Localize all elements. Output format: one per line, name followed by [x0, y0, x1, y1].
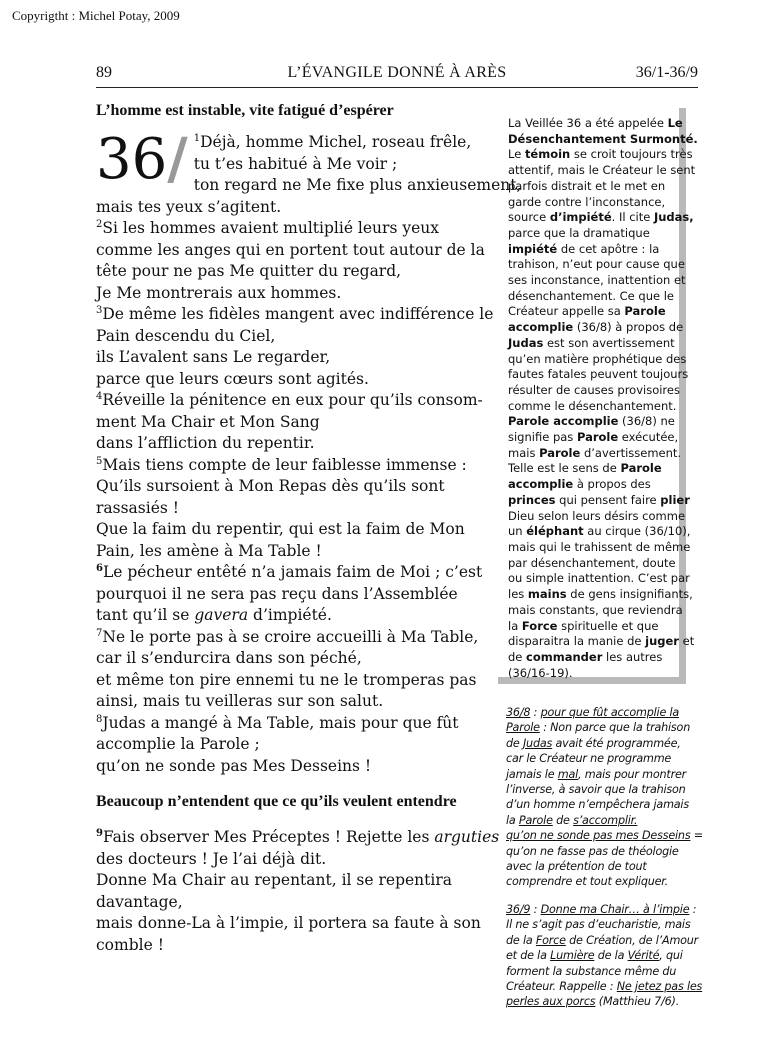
- bold-term: Parole accomplie: [508, 414, 619, 429]
- verse-number: 6: [96, 562, 103, 574]
- text-segment: : Non parce que la trahison: [539, 721, 691, 735]
- bold-term: commander: [526, 649, 603, 664]
- commentary-line: [508, 163, 696, 179]
- text-segment: et de la: [506, 949, 551, 963]
- section-heading: L’homme est instable, vite fatigué d’espérer: [96, 102, 394, 119]
- bold-term: Parole: [576, 430, 619, 445]
- commentary-line: [508, 179, 673, 195]
- text-segment: de cet apôtre : la: [557, 241, 660, 256]
- commentary-line: [508, 445, 682, 462]
- bold-term: témoin: [524, 147, 571, 162]
- text-segment: signifie pas: [508, 430, 577, 445]
- verse-text: De même les fidèles mangent avec indifférence le: [102, 305, 494, 323]
- commentary-line: [508, 131, 698, 148]
- text-segment: de la: [506, 933, 536, 947]
- verse-text: Fais observer Mes Préceptes ! Rejette les: [102, 828, 435, 846]
- text-segment: désenchantement. Ce que le: [508, 288, 674, 303]
- verse-text: d’impiété.: [248, 606, 332, 624]
- verse-text: comme les anges qui en portent tout autour de la: [96, 240, 485, 259]
- text-segment: comme le désenchantement.: [508, 398, 677, 413]
- commentary-line: [508, 414, 673, 430]
- commentary-line: [508, 304, 673, 320]
- text-segment: de Création, de l’Amour: [565, 933, 699, 947]
- text-segment: Parole: [506, 721, 540, 735]
- footnote-line: [506, 813, 704, 828]
- verse-line: [96, 433, 484, 455]
- verse-line: [96, 498, 484, 520]
- text-segment: attentif, mais le Créateur le sent: [508, 163, 696, 178]
- verse-line: [96, 369, 484, 391]
- bold-term: Parole: [620, 461, 662, 476]
- commentary-line: [508, 273, 686, 289]
- text-segment: :: [530, 902, 541, 916]
- commentary-line: [508, 320, 684, 336]
- verse-text: mais donne-La à l’impie, il portera sa faute à son: [96, 914, 481, 932]
- verse-line: [96, 218, 484, 240]
- verse-number: 5: [96, 455, 103, 467]
- text-segment: fautes fatales peuvent toujours: [508, 367, 689, 382]
- page-header: [96, 64, 698, 86]
- bold-term: Force: [521, 618, 558, 633]
- commentary-line: [508, 367, 689, 383]
- bold-term: Parole: [539, 445, 581, 460]
- text-segment: la: [506, 813, 519, 827]
- text-segment: de: [552, 813, 574, 827]
- commentary-line: [508, 461, 673, 477]
- text-segment: parfois distrait et le met en: [508, 178, 666, 193]
- text-segment: Donne ma Chair… à l’impie: [540, 902, 690, 916]
- bold-term: Judas,: [653, 210, 694, 225]
- commentary-line: [508, 555, 676, 572]
- verse-text: Donne Ma Chair au repentant, il se repentira: [96, 871, 452, 889]
- commentary-line: [508, 257, 685, 273]
- verse-line: [96, 827, 500, 849]
- verse-text: davantage,: [96, 892, 183, 911]
- text-segment: perles aux porcs: [506, 995, 596, 1009]
- text-segment: les autres: [602, 649, 663, 664]
- verse-text: accomplie la Parole ;: [96, 735, 260, 753]
- commentary-line: [508, 619, 673, 635]
- verse-text: pourquoi il ne sera pas reçu dans l’Assemblée: [96, 584, 458, 603]
- text-segment: un: [508, 524, 527, 539]
- footnote-line: [506, 964, 704, 979]
- commentary-line: [508, 289, 673, 305]
- text-segment: (36/8) ne: [618, 414, 675, 429]
- footnote-36-8: [506, 705, 704, 890]
- verse-line: [96, 476, 484, 498]
- footnote-line: [506, 828, 704, 843]
- text-segment: mais constants, que reviendra: [508, 602, 683, 617]
- text-segment: Créateur appelle sa: [508, 304, 625, 319]
- commentary-line: [508, 242, 673, 258]
- text-segment: s’accomplir.: [573, 813, 638, 827]
- footnote-36-9: [506, 902, 704, 1010]
- bold-term: plier: [660, 492, 690, 507]
- text-segment: :: [689, 902, 697, 916]
- verse-line: [96, 584, 484, 606]
- book-title: L’ÉVANGILE DONNÉ À ARÈS: [287, 64, 507, 81]
- commentary-box: [498, 108, 698, 684]
- bold-term: Judas: [508, 335, 544, 350]
- commentary-line: [508, 587, 693, 603]
- verse-text: Le pécheur entêté n’a jamais faim de Moi ; c’est: [102, 563, 483, 581]
- commentary-line: [508, 477, 673, 493]
- footnote-line: [506, 979, 704, 994]
- verse-text: Qu’ils sursoient à Mon Repas dès qu’ils sont: [96, 477, 445, 495]
- verse-text: Si les hommes avaient multiplié leurs yeux: [102, 219, 439, 237]
- verse-line: [96, 670, 484, 692]
- commentary-line: [508, 195, 673, 211]
- text-segment: Judas: [522, 736, 553, 750]
- verse-line: [96, 756, 484, 778]
- commentary-line: [508, 602, 683, 619]
- footnote-line: [506, 736, 704, 751]
- text-segment: Telle est le sens de: [508, 461, 621, 476]
- verse-line: [96, 605, 484, 627]
- verse-line: [96, 913, 484, 935]
- bold-term: éléphant: [526, 524, 584, 539]
- text-segment: ses inconstance, inattention et: [508, 273, 686, 288]
- verse-text: Je Me montrerais aux hommes.: [96, 283, 342, 302]
- text-segment: (36/8) à propos de: [573, 320, 684, 335]
- bold-term: d’impiété: [549, 210, 612, 225]
- text-segment: à propos des: [573, 477, 651, 492]
- verse-line: [96, 304, 494, 326]
- text-segment: parce que la dramatique: [508, 225, 650, 240]
- text-segment: Force: [535, 933, 566, 947]
- text-segment: ou simple inattention. C’est par: [508, 571, 690, 586]
- section-heading-2: Beaucoup n’entendent que ce qu’ils veulent entendre: [96, 793, 457, 810]
- footnote-line: [506, 720, 704, 735]
- footnote-line: [506, 994, 704, 1009]
- verse-text: Ne le porte pas à se croire accueilli à Ma Table,: [102, 627, 479, 646]
- text-segment: source: [508, 210, 550, 225]
- verse-number: 3: [96, 304, 103, 316]
- footnote-line: [506, 767, 704, 782]
- bold-term: accomplie: [508, 320, 574, 335]
- footnote-line: [506, 844, 704, 859]
- commentary-line: [508, 492, 690, 509]
- commentary-line: [508, 351, 687, 368]
- verse-text: Mais tiens compte de leur faiblesse immense :: [102, 455, 467, 474]
- bold-term: Le: [667, 116, 683, 130]
- text-segment: au cirque (36/10),: [583, 524, 691, 539]
- verse-number: 7: [96, 627, 103, 639]
- header-rule: [96, 87, 698, 88]
- footnote-line: [506, 948, 704, 963]
- verse-text: tête pour ne pas Me quitter du regard,: [96, 262, 402, 280]
- text-segment: garde contre l’inconstance,: [508, 194, 666, 209]
- text-segment: . Il cite: [611, 210, 654, 225]
- text-segment: qui pensent faire: [555, 492, 661, 507]
- verse-italic-word: arguties: [434, 828, 500, 846]
- verse-number: 8: [96, 713, 103, 725]
- text-segment: qu’on ne fasse pas de théologie: [506, 844, 679, 858]
- chapter-number: 36/: [96, 126, 188, 192]
- text-segment: qu’on ne sonde pas mes Desseins: [506, 829, 691, 843]
- text-segment: Dieu selon leurs désirs comme: [508, 508, 686, 523]
- footnote-line: [506, 859, 704, 874]
- footnote-line: [506, 874, 704, 889]
- verse-range: 36/1-36/9: [635, 64, 698, 81]
- verse-line: [96, 648, 484, 670]
- bold-term: juger: [645, 634, 679, 649]
- footnote-line: [506, 705, 704, 720]
- verse-line: [96, 870, 484, 892]
- commentary-line: [508, 116, 683, 132]
- text-segment: , qui: [659, 949, 683, 963]
- verse-text: des docteurs ! Je l’ai déjà dit.: [96, 849, 327, 868]
- text-segment: Il ne s’agit pas d’eucharistie, mais: [506, 918, 691, 932]
- verse-number: 2: [96, 218, 103, 230]
- verse-line: [96, 326, 484, 348]
- text-segment: avec la prétention de tout: [506, 860, 647, 874]
- verse-line: [96, 455, 484, 477]
- text-segment: par désenchantement, doute: [508, 555, 676, 570]
- text-segment: spirituelle et que: [557, 618, 659, 633]
- text-segment: Parole: [518, 813, 553, 827]
- commentary-line: [508, 571, 690, 587]
- text-segment: La Veillée 36 a été appelée: [508, 116, 668, 130]
- bold-term: impiété: [508, 241, 558, 256]
- commentary-line: [508, 226, 673, 242]
- footnote-line: [506, 797, 704, 812]
- text-segment: (Matthieu 7/6).: [595, 995, 680, 1009]
- commentary-line: [508, 524, 691, 540]
- verse-text: Que la faim du repentir, qui est la faim de Mon: [96, 520, 465, 538]
- commentary-line: [508, 539, 691, 556]
- text-segment: et: [678, 634, 695, 649]
- commentary-line: [508, 634, 695, 650]
- verse-number: 4: [96, 390, 103, 402]
- text-segment: disparaitra la manie de: [508, 634, 646, 649]
- text-segment: =: [690, 829, 703, 843]
- verse-line: [96, 240, 484, 262]
- verse-italic-word: gavera: [194, 606, 249, 624]
- text-segment: est son avertissement: [543, 335, 675, 350]
- copyright-notice: Copyrigtht : Michel Potay, 2009: [12, 8, 180, 23]
- text-segment: 36/9: [506, 902, 531, 916]
- commentary-line: [508, 336, 673, 352]
- text-segment: se croit toujours très: [570, 147, 693, 162]
- text-segment: mal: [557, 767, 579, 781]
- verse-text: et même ton pire ennemi tu ne le tromperas pas: [96, 670, 477, 689]
- footnote-line: [506, 902, 704, 917]
- text-segment: Créateur. Rappelle :: [506, 979, 617, 993]
- text-segment: de: [508, 649, 527, 664]
- text-segment: avait été programmée,: [552, 736, 681, 750]
- verse-line: [96, 935, 484, 957]
- text-segment: Vérité: [627, 949, 660, 963]
- verse-block-2: [96, 827, 500, 956]
- text-segment: résulter de causes provisoires: [508, 382, 680, 397]
- footnotes: [506, 705, 704, 1010]
- text-segment: comprendre et tout expliquer.: [506, 875, 669, 889]
- verse-text: tant qu’il se: [96, 606, 195, 624]
- text-segment: exécutée,: [618, 430, 679, 445]
- text-segment: d’un homme n’empêchera jamais: [506, 798, 689, 812]
- commentary-line: [508, 147, 693, 163]
- verse-number: 9: [96, 827, 103, 839]
- commentary-line: [508, 382, 680, 399]
- verse-line: [96, 541, 484, 563]
- verse-line: [96, 390, 484, 412]
- verse-line: [96, 627, 484, 649]
- bold-term: princes: [508, 492, 556, 507]
- verse-text: mais tes yeux s’agitent.: [96, 197, 282, 216]
- verse-line: [96, 734, 484, 756]
- verse-text: ils L’avalent sans Le regarder,: [96, 348, 331, 366]
- verse-text: ainsi, mais tu veilleras sur son salut.: [96, 692, 384, 710]
- verse-line: [96, 261, 484, 283]
- verse-text: qu’on ne sonde pas Mes Desseins !: [96, 756, 372, 775]
- footnote-line: [506, 917, 704, 932]
- bold-term: Désenchantement Surmonté.: [508, 131, 698, 146]
- text-segment: mais qui le trahissent de même: [508, 539, 691, 554]
- text-segment: car le Créateur ne programme: [506, 752, 672, 766]
- footnote-line: [506, 751, 704, 766]
- verse-line: [96, 849, 484, 871]
- verse-text: comble !: [96, 935, 164, 954]
- text-segment: les: [508, 587, 528, 602]
- text-segment: trahison, n’eut pour cause que: [508, 257, 685, 272]
- commentary-line: [508, 650, 673, 666]
- bold-term: Parole: [624, 304, 666, 319]
- text-segment: (36/16-19).: [508, 665, 573, 680]
- verse-text: Judas a mangé à Ma Table, mais pour que fût: [102, 713, 459, 732]
- bold-term: accomplie: [508, 477, 574, 492]
- verse-line: [96, 691, 484, 713]
- commentary-line: [508, 666, 673, 682]
- bold-term: mains: [527, 587, 567, 602]
- commentary-line: [508, 210, 694, 226]
- verse-text: parce que leurs cœurs sont agités.: [96, 369, 369, 388]
- text-segment: de gens insignifiants,: [566, 587, 693, 602]
- text-segment: Lumière: [550, 949, 595, 963]
- verse-text: Pain, les amène à Ma Table !: [96, 541, 322, 560]
- verse-line: [96, 562, 484, 584]
- verse-text: Pain descendu du Ciel,: [96, 326, 276, 345]
- text-segment: :: [530, 706, 541, 719]
- page-number: 89: [96, 64, 112, 81]
- text-segment: Ne jetez pas les: [616, 979, 703, 993]
- verse-text: dans l’affliction du repentir.: [96, 434, 315, 452]
- verse-line: [96, 283, 484, 305]
- verse-text: Réveille la pénitence en eux pour qu’ils consom-: [102, 391, 483, 409]
- commentary-line: [508, 508, 686, 525]
- verse-number: 1: [193, 132, 201, 144]
- verse-line: [96, 197, 484, 219]
- verse-text: ment Ma Chair et Mon Sang: [96, 412, 320, 431]
- verse-line: [96, 519, 484, 541]
- text-segment: qu’en matière prophétique des: [508, 351, 687, 366]
- verse-line: [96, 412, 484, 434]
- text-segment: 36/8: [506, 706, 531, 719]
- text-segment: de: [506, 736, 523, 750]
- text-segment: forment la substance même du: [506, 964, 677, 978]
- text-segment: mais: [508, 445, 540, 460]
- text-segment: la: [508, 618, 522, 633]
- text-segment: pour que fût accomplie la: [540, 706, 680, 719]
- verse-line: [96, 713, 484, 735]
- verse-text: Déjà, homme Michel, roseau frêle,: [200, 133, 472, 151]
- verse-text: rassasiés !: [96, 498, 179, 517]
- text-segment: , mais pour montrer: [578, 767, 687, 781]
- verse-line: [96, 892, 484, 914]
- text-segment: d’avertissement.: [580, 445, 682, 460]
- footnote-line: [506, 782, 704, 797]
- text-segment: Le: [508, 147, 525, 162]
- commentary-line: [508, 430, 679, 446]
- commentary-line: [508, 398, 677, 415]
- footnote-line: [506, 933, 704, 948]
- verse-text: car il s’endurcira dans son péché,: [96, 649, 362, 667]
- verse-text: tu t’es habitué à Me voir ;: [193, 154, 398, 173]
- text-segment: de la: [594, 949, 628, 963]
- text-segment: l’inverse, à savoir que la trahison: [506, 783, 686, 797]
- verse-text: ton regard ne Me fixe plus anxieusement,: [193, 176, 522, 194]
- text-segment: jamais le: [506, 767, 558, 781]
- verse-line: [96, 347, 484, 369]
